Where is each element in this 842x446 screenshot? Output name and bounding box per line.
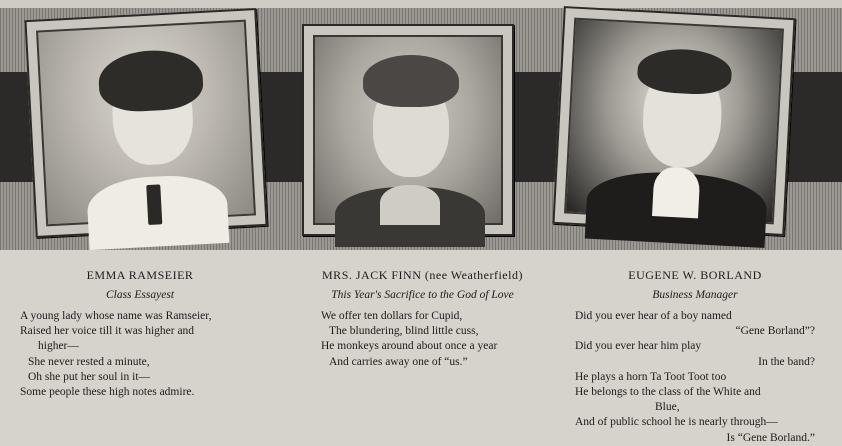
verse-line: He plays a horn Ta Toot Toot too: [575, 370, 727, 383]
portrait-frame-emma-ramseier: [24, 8, 267, 238]
person-name: MRS. JACK FINN (nee Weatherfield): [322, 268, 523, 282]
verse-line: higher—: [38, 340, 79, 353]
verse-line: Did you ever hear him play: [575, 340, 702, 353]
verse-line: And of public school he is nearly through—: [575, 416, 778, 429]
verse-line: A young lady whose name was Ramseier,: [20, 310, 212, 322]
verse: [575, 309, 815, 446]
verse-line: Some people these high notes admire.: [20, 386, 195, 399]
verse-line: Oh she put her soul in it—: [28, 370, 151, 383]
verse-line: And carries away one of “us.”: [329, 355, 468, 368]
person-name: EMMA RAMSEIER: [86, 268, 194, 282]
verse-line: Is “Gene Borland.”: [726, 431, 815, 444]
verse-line: In the band?: [758, 355, 815, 368]
portrait-emma-ramseier: [36, 20, 256, 227]
verse: [20, 309, 260, 400]
verse-line: We offer ten dollars for Cupid,: [321, 310, 463, 322]
band-top-strip: [0, 0, 842, 8]
verse-line: He belongs to the class of the White and: [575, 386, 761, 399]
person-role: This Year's Sacrifice to the God of Love: [331, 289, 514, 301]
verse-line: She never rested a minute,: [28, 355, 150, 368]
verse-line: “Gene Borland”?: [735, 325, 815, 338]
verse-line: Raised her voice till it was higher and: [20, 325, 195, 338]
entry-emma-ramseier: [20, 268, 260, 400]
verse-line: Did you ever hear of a boy named: [575, 310, 732, 322]
portrait-frame-eugene-borland: [552, 6, 795, 236]
person-name: EUGENE W. BORLAND: [628, 268, 762, 282]
verse-line: The blundering, blind little cuss,: [329, 325, 479, 338]
portrait-mrs-jack-finn: [313, 35, 503, 225]
portrait-eugene-borland: [564, 18, 784, 225]
verse: [295, 309, 550, 370]
person-role: Class Essayest: [105, 289, 175, 301]
portrait-frame-mrs-jack-finn: [302, 24, 514, 236]
verse-line: He monkeys around about once a year: [321, 340, 498, 353]
entry-eugene-borland: [575, 268, 815, 446]
verse-line: Blue,: [655, 401, 680, 414]
person-role: Business Manager: [652, 289, 738, 301]
entry-mrs-jack-finn: [295, 268, 550, 370]
